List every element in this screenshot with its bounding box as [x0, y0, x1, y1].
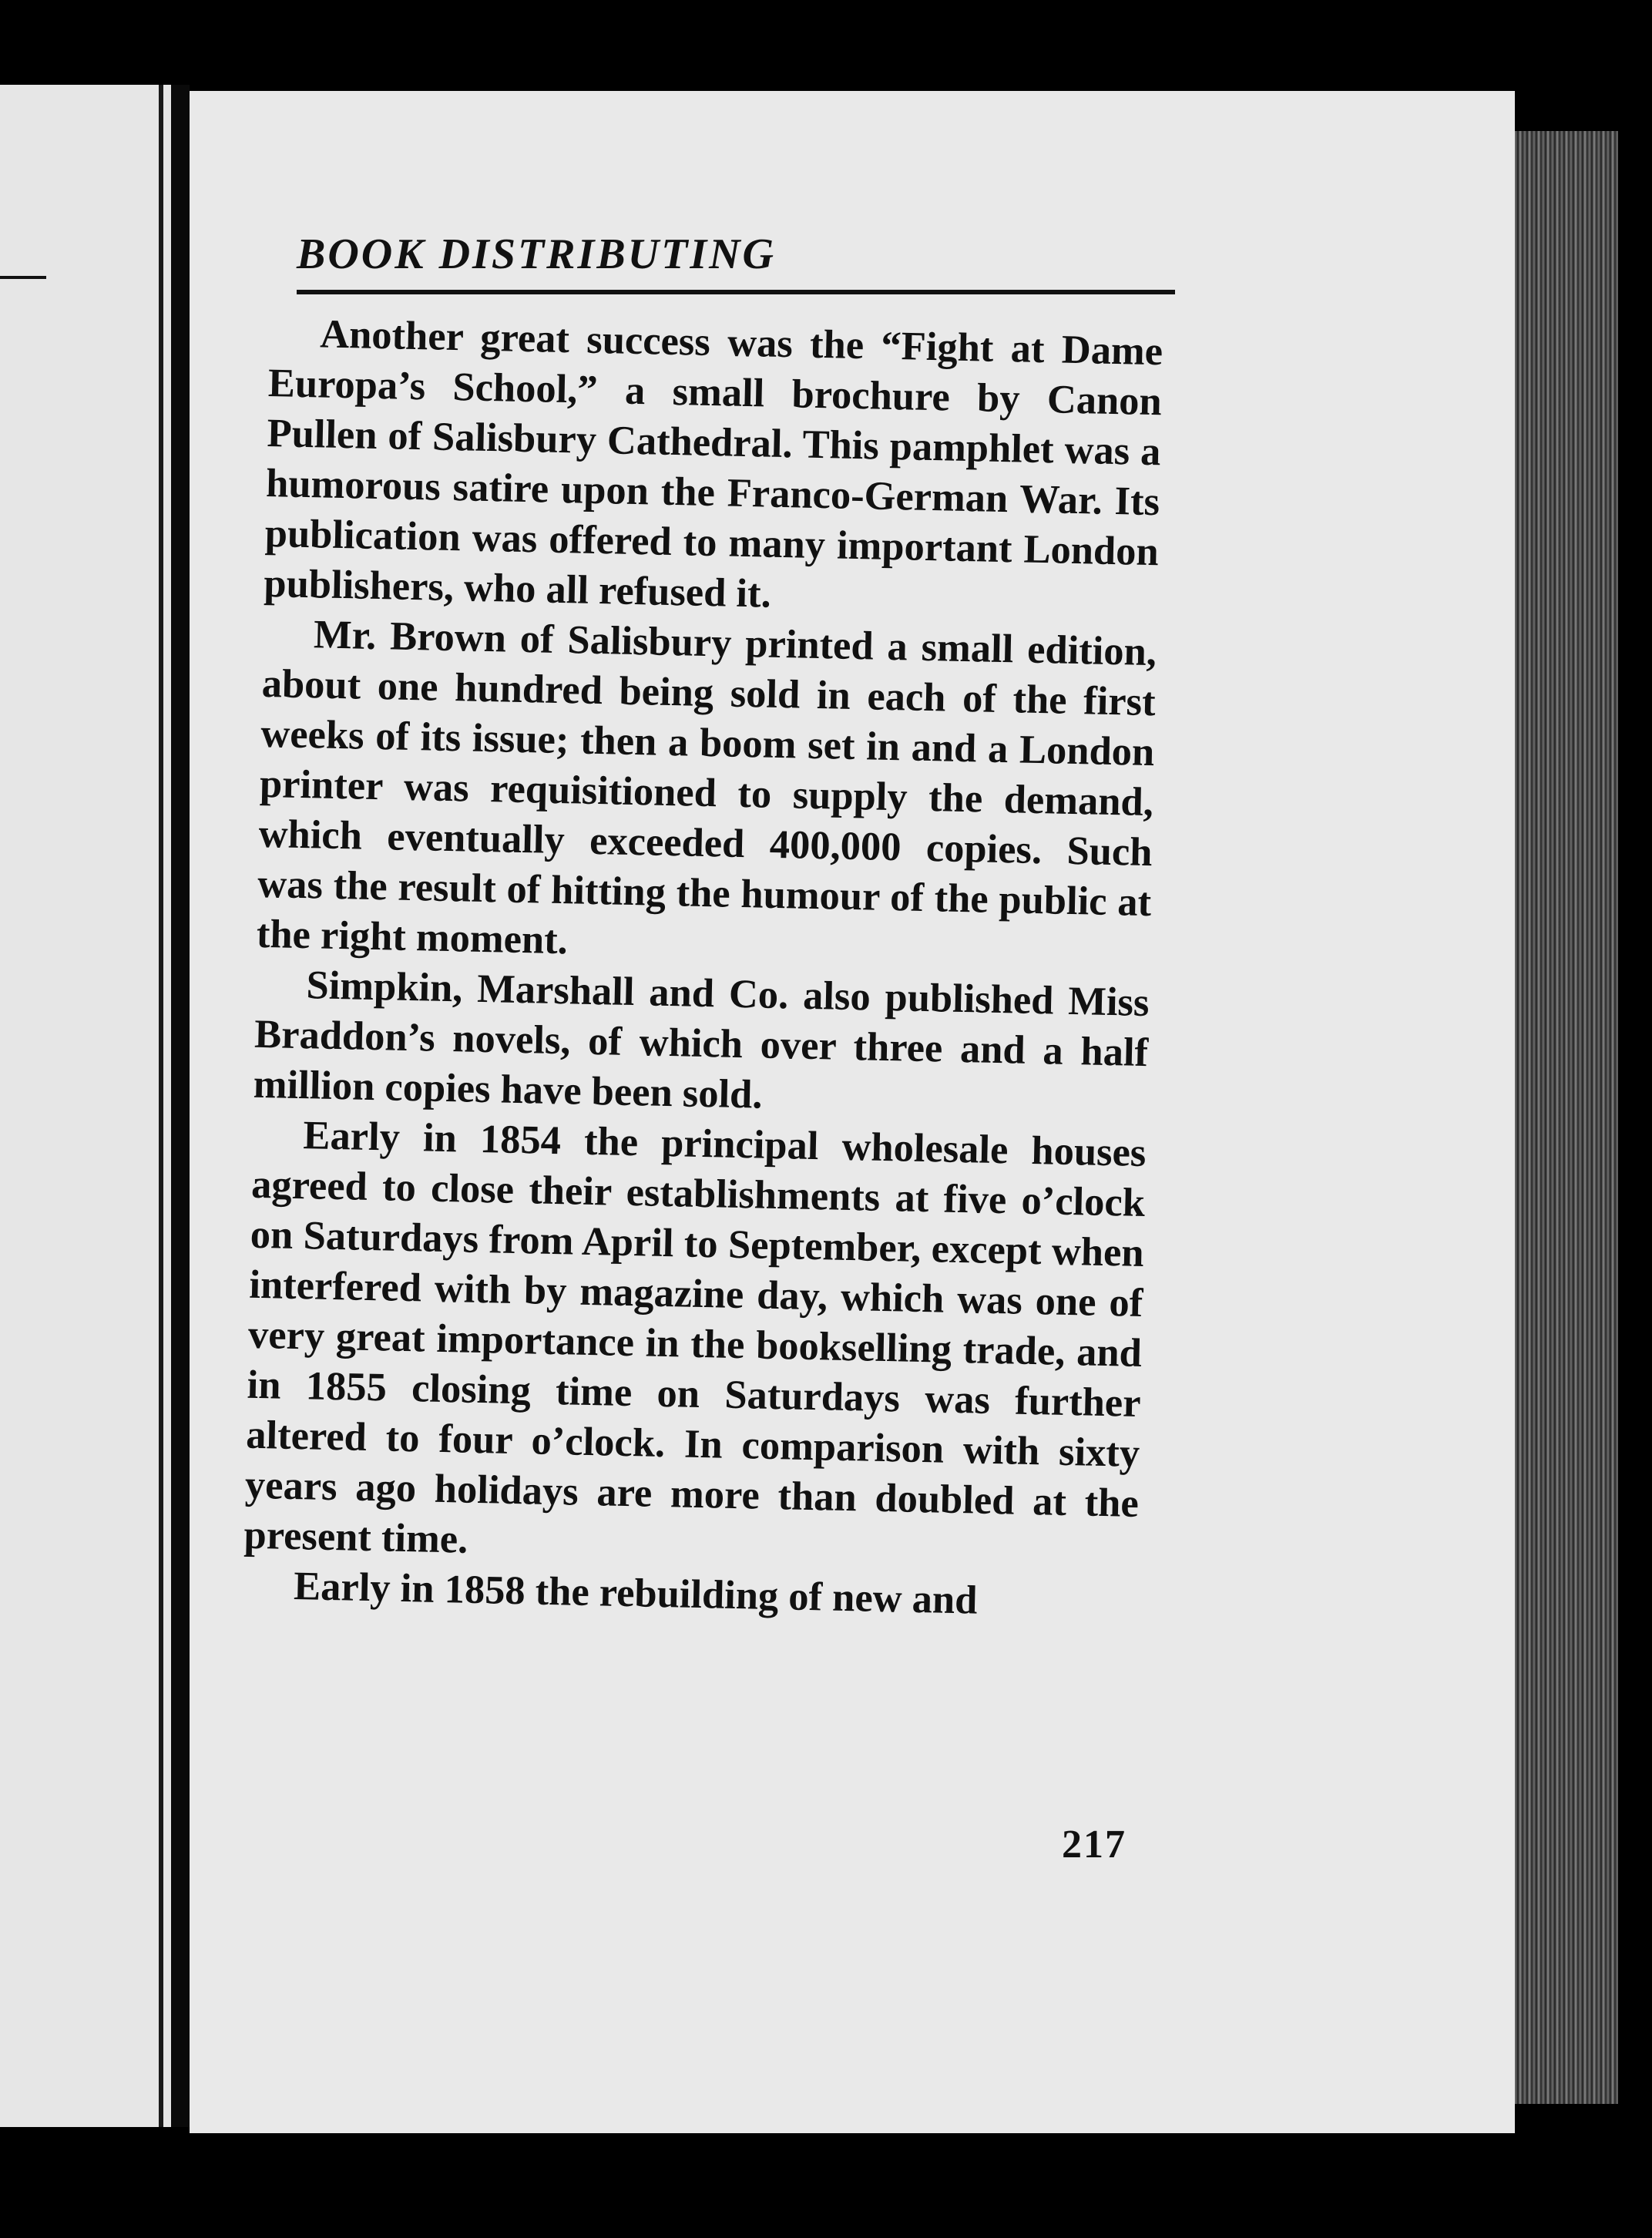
book-gutter: [171, 85, 190, 2127]
header-rule: [297, 290, 1175, 294]
paragraph: Another great success was the “Fight at Dame Europa’s School,” a small brochure by Canon Pullen of Salisbury Cathedral. This pamphlet was a humorous satire upon the Franco-German War. Its publication was offered to many important London publishers, who all refused it.: [263, 311, 1163, 617]
page-number: 217: [1062, 1823, 1127, 1867]
running-title: BOOK DISTRIBUTING: [297, 230, 776, 278]
facing-page-fragment: [0, 85, 171, 2127]
paragraph: Early in 1858 the rebuilding of new and: [293, 1564, 978, 1623]
facing-page-mark: [0, 276, 46, 279]
paragraph: Simpkin, Marshall and Co. also published Miss Braddon’s novels, of which over three and a half million copies have been sold.: [253, 963, 1150, 1117]
paragraph: Early in 1854 the principal wholesale houses agreed to close their establishments at five o’clock on Saturdays from April to September, except when interfered with by magazine day, which was one of very great importance in the bookselling trade, and in 1855 closing time on Saturdays was further altered to four o’clock. In comparison with sixty years ago holidays are more than doubled at the present time.: [243, 1113, 1147, 1562]
paragraph: Mr. Brown of Salisbury printed a small edition, about one hundred being sold in each of the first weeks of its issue; then a boom set in and a London printer was requisitioned to supply the demand, which eventually exceeded 400,000 copies. Such was the result of hitting the humour of the public at the right moment.: [256, 612, 1157, 963]
page-body: [243, 308, 1163, 1629]
page-crease: [159, 85, 163, 2127]
